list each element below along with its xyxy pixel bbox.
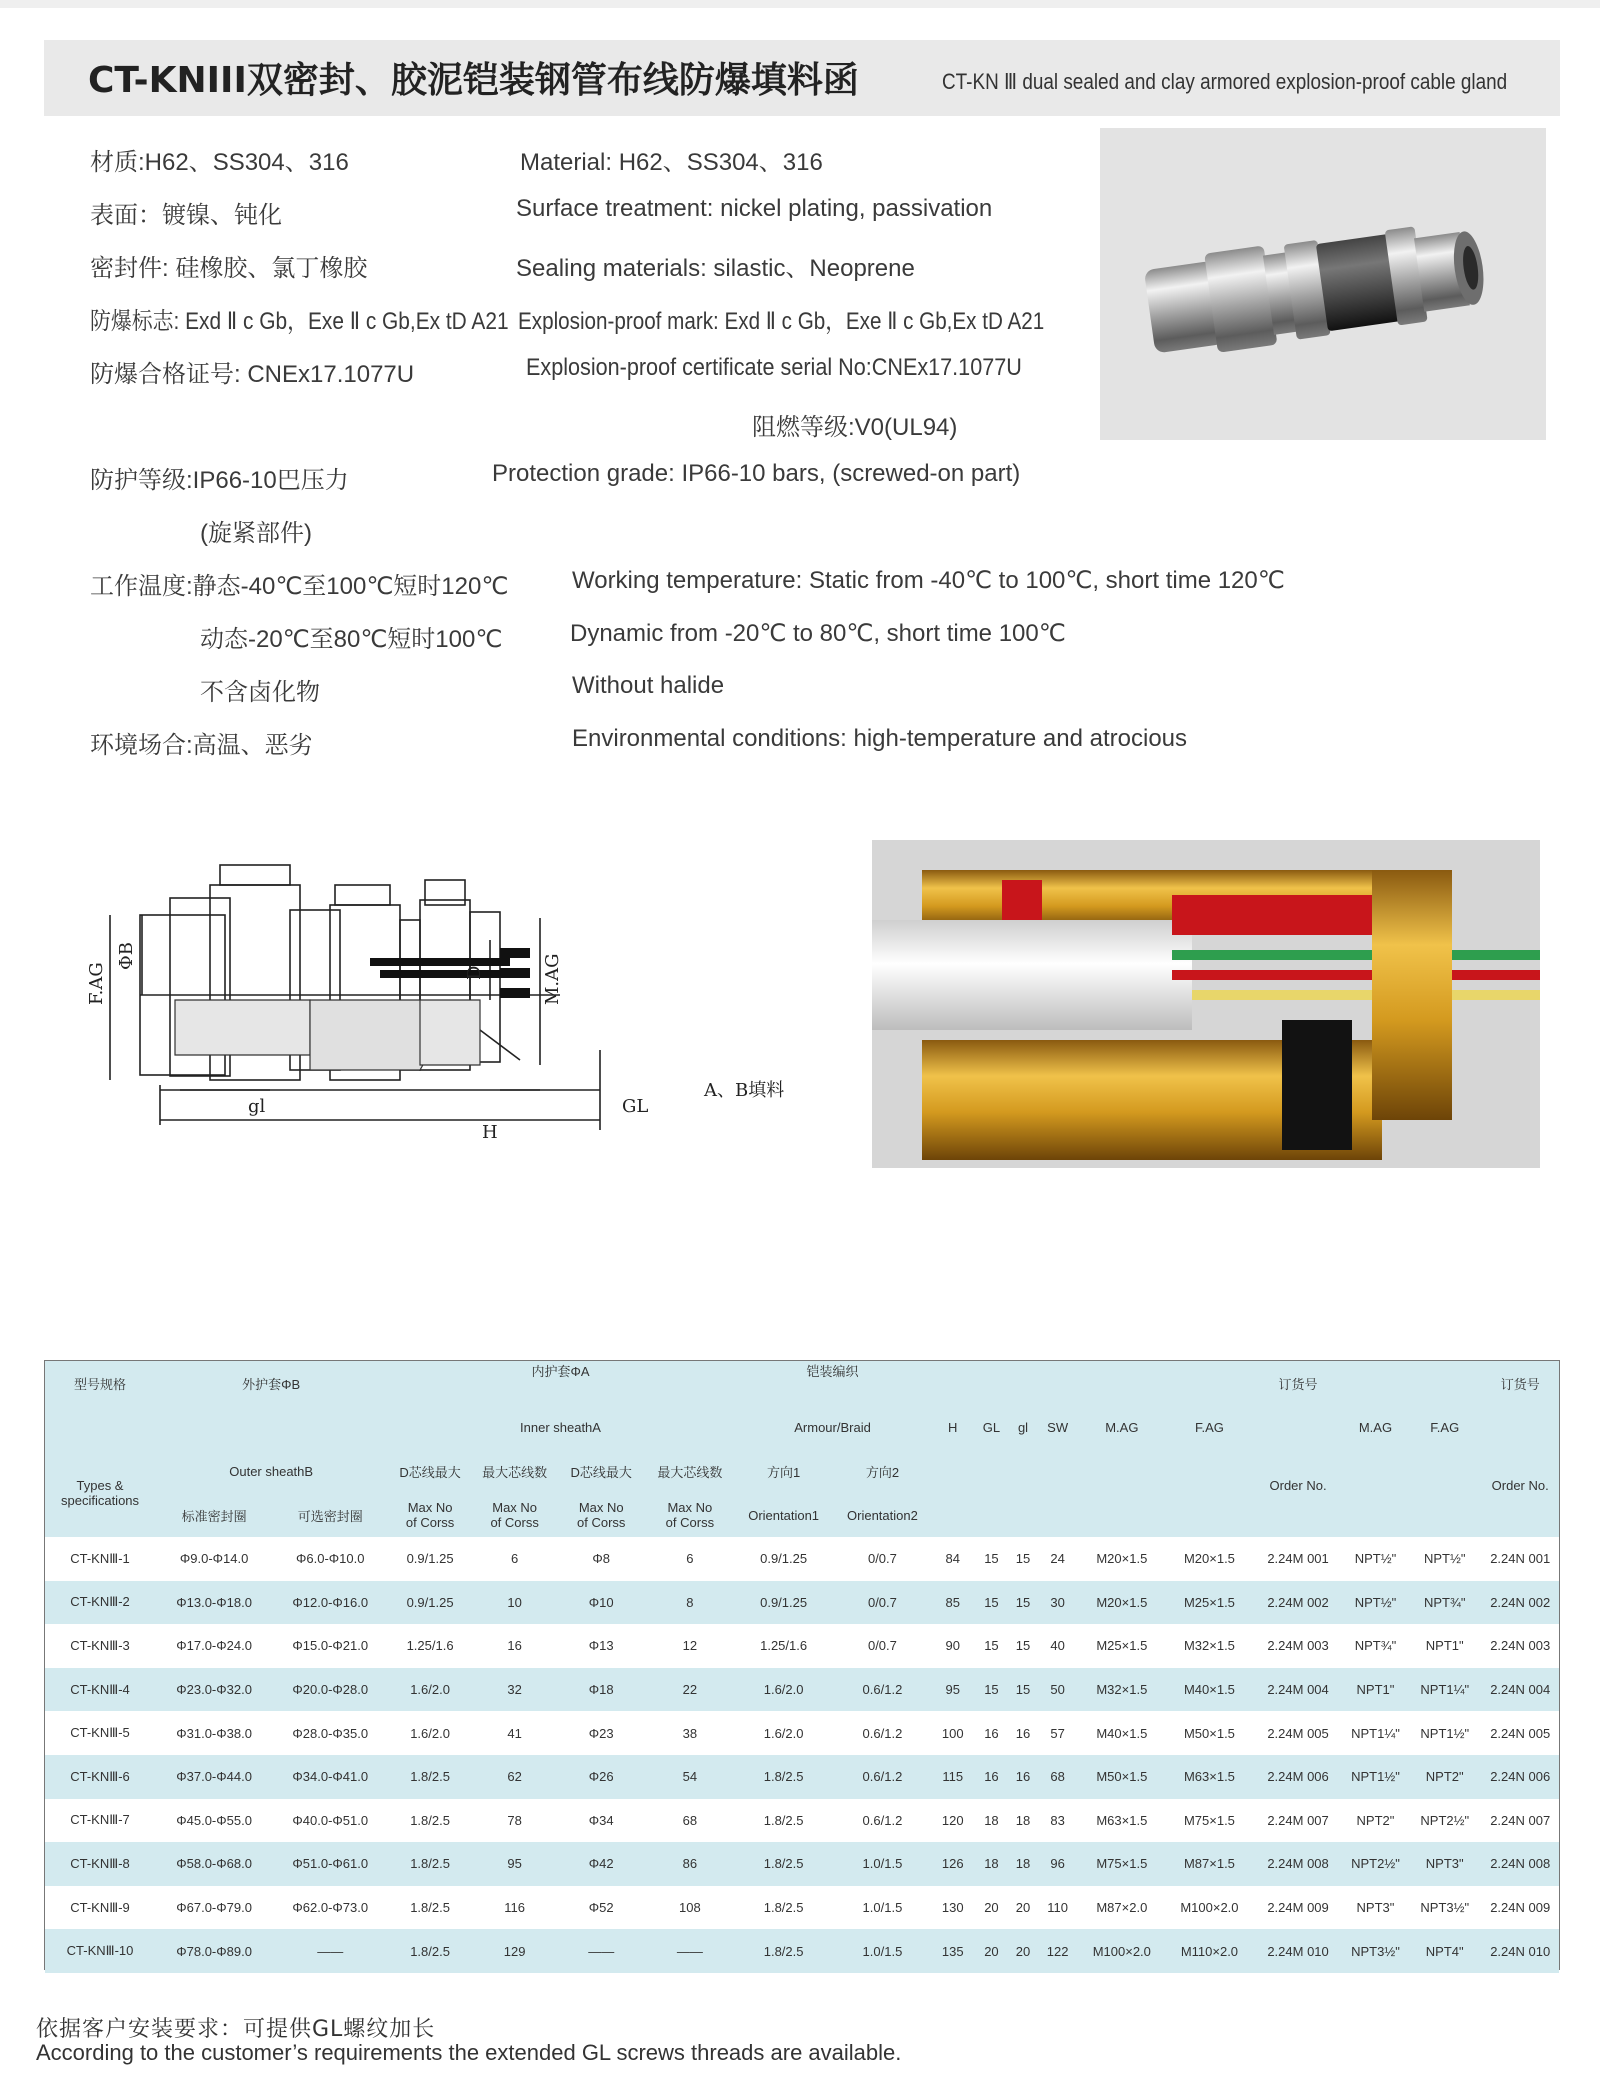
- spec-env-cn: 环境场合:高温、恶劣: [90, 732, 313, 759]
- label-gl: GL: [622, 1096, 649, 1117]
- table-cell: 16: [984, 1725, 999, 1741]
- label-fag: F.AG: [86, 962, 107, 1005]
- table-cell: 2.24M 010: [1267, 1943, 1329, 1959]
- table-cell: CT-KNⅢ-4: [70, 1681, 130, 1697]
- label-ab-fill: A、B填料: [704, 1080, 785, 1101]
- hdr-type-cn: 型号规格: [74, 1376, 127, 1392]
- hdr-outer-cn: 外护套ΦB: [242, 1376, 301, 1392]
- table-cell: NPT2": [1425, 1769, 1464, 1785]
- spec-seal-en: Sealing materials: silastic、Neoprene: [516, 255, 915, 282]
- spec-temp-dyn-en: Dynamic from -20℃ to 80℃, short time 100℃: [570, 620, 1066, 647]
- table-row: [45, 1842, 1559, 1886]
- table-cell: M87×1.5: [1183, 1856, 1235, 1872]
- table-cell: 85: [945, 1594, 960, 1610]
- table-cell: 1.8/2.5: [763, 1943, 804, 1959]
- table-cell: NPT3½": [1420, 1900, 1470, 1916]
- table-cell: Φ37.0-Φ44.0: [176, 1769, 252, 1785]
- table-cell: Φ13: [588, 1638, 614, 1654]
- hdr-maxno-4: Max No of Corss: [665, 1500, 715, 1530]
- spec-cert-en: Explosion-proof certificate serial No:CNEx17.1077U: [526, 354, 1022, 381]
- table-row: [45, 1668, 1559, 1712]
- table-cell: 1.8/2.5: [410, 1812, 450, 1828]
- table-cell: 130: [941, 1900, 964, 1916]
- table-cell: NPT1½": [1420, 1725, 1470, 1741]
- hdr-order-en-2: Order No.: [1491, 1478, 1549, 1493]
- table-cell: 0/0.7: [867, 1638, 897, 1654]
- hdr-order-cn-2: 订货号: [1500, 1376, 1540, 1392]
- table-cell: NPT½": [1424, 1551, 1466, 1567]
- hdr-order-en: Order No.: [1269, 1478, 1327, 1493]
- gland-section-drawing: [80, 840, 820, 1160]
- hdr-std-seal: 标准密封圈: [181, 1508, 247, 1524]
- table-cell: NPT2½": [1420, 1812, 1470, 1828]
- table-cell: CT-KNⅢ-2: [70, 1594, 130, 1610]
- hdr-maxno-2: Max No of Corss: [490, 1500, 539, 1530]
- hdr-dir2-en: Orientation2: [847, 1507, 918, 1523]
- spec-temp-en: Working temperature: Static from -40℃ to 100℃, short time 120℃: [572, 567, 1285, 594]
- spec-temp-cn: 工作温度:静态-40℃至100℃短时120℃: [90, 573, 509, 600]
- table-cell: 1.25/1.6: [760, 1638, 808, 1654]
- gland-cutaway-render: [872, 840, 1540, 1168]
- table-cell: 15: [984, 1594, 999, 1610]
- table-cell: 20: [984, 1943, 999, 1959]
- hdr-fag: F.AG: [1194, 1419, 1224, 1435]
- table-cell: 0/0.7: [867, 1551, 897, 1567]
- table-cell: Φ12.0-Φ16.0: [292, 1594, 369, 1610]
- table-cell: 40: [1050, 1638, 1065, 1654]
- table-cell: NPT3": [1425, 1856, 1464, 1872]
- hdr-maxno-1: Max No of Corss: [405, 1500, 455, 1530]
- table-cell: NPT1¼": [1351, 1725, 1400, 1741]
- table-cell: M40×1.5: [1096, 1725, 1148, 1741]
- table-cell: 24: [1050, 1551, 1065, 1567]
- table-cell: 0.9/1.25: [760, 1551, 808, 1567]
- table-cell: NPT2½": [1351, 1856, 1400, 1872]
- table-cell: 1.8/2.5: [410, 1856, 450, 1872]
- table-cell: 12: [682, 1638, 698, 1654]
- hdr-opt-seal: 可选密封圈: [297, 1508, 363, 1524]
- table-cell: ——: [676, 1943, 703, 1959]
- table-cell: 18: [1015, 1812, 1031, 1828]
- table-cell: 15: [984, 1682, 999, 1698]
- table-cell: M25×1.5: [1183, 1594, 1235, 1610]
- table-cell: M20×1.5: [1096, 1594, 1148, 1610]
- table-cell: 16: [984, 1769, 999, 1785]
- hdr-mag: M.AG: [1105, 1419, 1139, 1435]
- table-cell: 100: [941, 1725, 964, 1741]
- spec-mark-en: Explosion-proof mark: Exd Ⅱ c Gb，Exe Ⅱ c Gb,Ex tD A21: [518, 308, 1045, 335]
- hdr-dir1-en: Orientation1: [748, 1507, 820, 1523]
- table-cell: NPT½": [1354, 1551, 1397, 1567]
- table-cell: 2.24M 005: [1267, 1725, 1329, 1741]
- hdr-maxcores-2: 最大芯线数: [657, 1464, 723, 1480]
- table-row: [45, 1537, 1559, 1581]
- table-cell: 2.24N 008: [1490, 1856, 1551, 1872]
- table-cell: 90: [945, 1638, 960, 1654]
- table-cell: Φ18: [588, 1682, 614, 1698]
- table-cell: M20×1.5: [1183, 1551, 1235, 1567]
- spec-seal-cn: 密封件: 硅橡胶、氯丁橡胶: [90, 255, 368, 282]
- table-cell: 20: [1015, 1900, 1031, 1916]
- table-cell: ——: [317, 1943, 344, 1959]
- table-cell: Φ52: [588, 1900, 614, 1916]
- table-cell: 115: [942, 1769, 964, 1785]
- spec-protection-cn-2: (旋紧部件): [200, 520, 312, 547]
- table-cell: 2.24M 001: [1267, 1551, 1329, 1567]
- table-cell: Φ13.0-Φ18.0: [176, 1594, 252, 1610]
- table-cell: 0.6/1.2: [862, 1769, 903, 1785]
- table-cell: Φ8: [592, 1551, 611, 1567]
- spec-halide-cn: 不含卤化物: [200, 679, 320, 706]
- spec-surface-cn: 表面：镀镍、钝化: [90, 202, 282, 229]
- hdr-order-cn: 订货号: [1278, 1376, 1318, 1392]
- table-cell: 0.9/1.25: [406, 1551, 454, 1567]
- label-phib: ΦB: [116, 942, 137, 970]
- table-cell: 0.6/1.2: [862, 1812, 903, 1828]
- hdr-dir1-cn: 方向1: [767, 1464, 801, 1480]
- spec-protection-cn: 防护等级:IP66-10巴压力: [90, 467, 349, 494]
- table-cell: CT-KNⅢ-1: [70, 1550, 130, 1566]
- table-cell: 2.24M 004: [1267, 1682, 1329, 1698]
- table-cell: 15: [1015, 1594, 1031, 1610]
- hdr-h: H: [948, 1419, 958, 1435]
- table-cell: M110×2.0: [1180, 1943, 1239, 1959]
- table-cell: Φ42: [588, 1856, 614, 1872]
- table-cell: 2.24N 009: [1490, 1900, 1551, 1916]
- table-cell: 68: [1050, 1769, 1065, 1785]
- spec-temp-dyn-cn: 动态-20℃至80℃短时100℃: [200, 626, 503, 653]
- table-cell: 1.6/2.0: [763, 1725, 804, 1741]
- table-cell: 32: [507, 1682, 522, 1698]
- table-cell: 2.24M 002: [1267, 1594, 1329, 1610]
- table-cell: 0.6/1.2: [862, 1682, 903, 1698]
- table-cell: 96: [1050, 1856, 1065, 1872]
- table-cell: 68: [682, 1812, 698, 1828]
- table-cell: NPT3": [1356, 1900, 1395, 1916]
- table-cell: Φ9.0-Φ14.0: [179, 1551, 249, 1567]
- table-cell: Φ62.0-Φ73.0: [292, 1900, 369, 1916]
- table-cell: 86: [682, 1856, 698, 1872]
- hdr-inner-cn: 内护套ΦA: [531, 1364, 590, 1379]
- table-cell: Φ31.0-Φ38.0: [176, 1725, 252, 1741]
- product-photo: [1100, 128, 1546, 440]
- table-row: [45, 1755, 1559, 1799]
- table-cell: 62: [507, 1769, 522, 1785]
- table-cell: 18: [984, 1812, 999, 1828]
- table-cell: M100×2.0: [1092, 1943, 1151, 1959]
- table-cell: 129: [503, 1943, 526, 1959]
- label-h: H: [482, 1122, 498, 1143]
- table-cell: 0.6/1.2: [862, 1725, 903, 1741]
- table-row: [45, 1581, 1559, 1625]
- table-cell: NPT1": [1425, 1638, 1464, 1654]
- table-cell: 2.24N 007: [1490, 1812, 1551, 1828]
- hdr-braid-cn: 铠装编织: [806, 1364, 859, 1379]
- table-cell: 108: [679, 1900, 701, 1916]
- hdr-mag-2: M.AG: [1358, 1419, 1393, 1435]
- table-cell: 20: [984, 1900, 999, 1916]
- table-cell: Φ45.0-Φ55.0: [176, 1812, 252, 1828]
- table-cell: 15: [1015, 1551, 1031, 1567]
- hdr-inner-en: Inner sheathA: [520, 1419, 601, 1435]
- hdr-outer-en: Outer sheathB: [229, 1463, 314, 1479]
- spec-table-body: [45, 1537, 1559, 1973]
- table-cell: 2.24N 005: [1490, 1725, 1551, 1741]
- spec-cert-cn: 防爆合格证号: CNEx17.1077U: [90, 361, 415, 388]
- table-cell: 6: [686, 1551, 694, 1567]
- table-cell: 120: [941, 1812, 964, 1828]
- label-gl-small: gl: [248, 1096, 266, 1117]
- table-cell: 1.8/2.5: [410, 1769, 450, 1785]
- cutaway-illustration: [872, 840, 1540, 1168]
- table-cell: 135: [941, 1943, 964, 1959]
- footer-note-en: According to the customer’s requirements the extended GL screws threads are available.: [36, 2040, 902, 2065]
- hdr-braid-en: Armour/Braid: [794, 1419, 871, 1435]
- table-cell: Φ23: [588, 1725, 614, 1741]
- label-d: D: [464, 965, 485, 980]
- footer-note-cn: 依据客户安装要求：可提供GL螺纹加长: [36, 2017, 436, 2042]
- table-cell: 116: [504, 1900, 525, 1916]
- table-cell: M40×1.5: [1183, 1682, 1235, 1698]
- hdr-dmax-1: D芯线最大: [399, 1464, 461, 1480]
- table-cell: 1.0/1.5: [862, 1856, 903, 1872]
- spec-material-cn: 材质:H62、SS304、316: [90, 149, 349, 176]
- table-cell: 18: [984, 1856, 999, 1872]
- table-cell: 1.8/2.5: [763, 1812, 804, 1828]
- table-cell: NPT3½": [1351, 1943, 1400, 1959]
- hdr-dmax-2: D芯线最大: [570, 1464, 632, 1480]
- top-rule: [0, 0, 1600, 8]
- table-cell: 2.24N 004: [1490, 1682, 1551, 1698]
- table-cell: 1.6/2.0: [410, 1725, 450, 1741]
- spec-halide-en: Without halide: [572, 672, 725, 699]
- table-cell: 1.8/2.5: [763, 1856, 804, 1872]
- table-cell: 1.6/2.0: [763, 1682, 804, 1698]
- table-cell: 1.0/1.5: [862, 1900, 903, 1916]
- table-row: [45, 1886, 1559, 1930]
- table-cell: 2.24N 003: [1490, 1638, 1551, 1654]
- table-cell: Φ34.0-Φ41.0: [292, 1769, 369, 1785]
- table-cell: ——: [588, 1943, 615, 1959]
- table-cell: 95: [507, 1856, 522, 1872]
- hdr-dir2-cn: 方向2: [865, 1464, 900, 1480]
- table-cell: NPT1¼": [1420, 1682, 1470, 1698]
- table-cell: M50×1.5: [1183, 1725, 1235, 1741]
- table-cell: Φ58.0-Φ68.0: [176, 1856, 252, 1872]
- table-cell: 15: [1015, 1638, 1031, 1654]
- table-cell: NPT1": [1356, 1682, 1395, 1698]
- table-cell: 126: [941, 1856, 964, 1872]
- table-cell: 1.8/2.5: [410, 1900, 450, 1916]
- table-cell: 2.24M 007: [1267, 1812, 1329, 1828]
- table-cell: 2.24N 006: [1490, 1769, 1551, 1785]
- table-cell: 0/0.7: [867, 1594, 897, 1610]
- table-cell: 0.9/1.25: [406, 1594, 454, 1610]
- table-cell: M32×1.5: [1096, 1682, 1148, 1698]
- table-cell: 57: [1050, 1725, 1065, 1741]
- table-cell: M87×2.0: [1096, 1900, 1148, 1916]
- table-cell: Φ51.0-Φ61.0: [292, 1856, 369, 1872]
- table-cell: 2.24M 006: [1267, 1769, 1329, 1785]
- table-cell: 15: [984, 1638, 999, 1654]
- spec-table-grid: [45, 1361, 1559, 1973]
- spec-protection-en: Protection grade: IP66-10 bars, (screwed-on part): [492, 460, 1021, 487]
- table-cell: 2.24N 010: [1490, 1943, 1551, 1959]
- table-cell: NPT2": [1356, 1812, 1395, 1828]
- hdr-sw: SW: [1047, 1419, 1069, 1435]
- table-cell: M20×1.5: [1096, 1551, 1148, 1567]
- table-cell: 38: [682, 1725, 698, 1741]
- table-row: [45, 1624, 1559, 1668]
- table-cell: 22: [682, 1682, 698, 1698]
- table-row: [45, 1711, 1559, 1755]
- table-cell: CT-KNⅢ-3: [70, 1637, 130, 1653]
- table-cell: M50×1.5: [1096, 1769, 1148, 1785]
- table-cell: M63×1.5: [1096, 1812, 1148, 1828]
- table-cell: Φ67.0-Φ79.0: [176, 1900, 252, 1916]
- table-cell: 50: [1050, 1682, 1065, 1698]
- table-cell: M100×2.0: [1180, 1900, 1239, 1916]
- table-cell: Φ26: [588, 1769, 614, 1785]
- spec-mark-cn: 防爆标志: Exd Ⅱ c Gb，Exe Ⅱ c Gb,Ex tD A21: [90, 308, 509, 335]
- table-cell: NPT4": [1425, 1943, 1464, 1959]
- page-title-english: CT-KN Ⅲ dual sealed and clay armored explosion-proof cable gland: [942, 69, 1508, 94]
- table-cell: 16: [1015, 1725, 1031, 1741]
- hdr-gl: GL: [982, 1419, 1001, 1435]
- spec-env-en: Environmental conditions: high-temperature and atrocious: [572, 725, 1188, 752]
- table-cell: 84: [945, 1551, 960, 1567]
- table-cell: CT-KNⅢ-8: [70, 1855, 130, 1871]
- table-cell: NPT½": [1354, 1594, 1397, 1610]
- table-cell: Φ78.0-Φ89.0: [176, 1943, 252, 1959]
- hdr-maxcores-1: 最大芯线数: [482, 1464, 548, 1480]
- table-cell: NPT¾": [1424, 1594, 1466, 1610]
- table-cell: 95: [945, 1682, 960, 1698]
- table-cell: 20: [1015, 1943, 1031, 1959]
- table-cell: Φ15.0-Φ21.0: [292, 1638, 369, 1654]
- table-cell: M25×1.5: [1096, 1638, 1148, 1654]
- table-cell: Φ34: [588, 1812, 614, 1828]
- table-cell: 6: [511, 1551, 519, 1567]
- table-cell: 122: [1046, 1943, 1069, 1959]
- table-cell: 15: [1015, 1682, 1031, 1698]
- table-cell: 2.24M 003: [1267, 1638, 1329, 1654]
- table-cell: Φ20.0-Φ28.0: [292, 1682, 369, 1698]
- hdr-gl-small: gl: [1017, 1419, 1029, 1435]
- table-cell: 8: [686, 1594, 694, 1610]
- hdr-maxno-3: Max No of Corss: [577, 1500, 626, 1530]
- table-cell: Φ17.0-Φ24.0: [176, 1638, 252, 1654]
- table-cell: 0.9/1.25: [760, 1594, 808, 1610]
- table-cell: 16: [507, 1638, 522, 1654]
- table-cell: Φ23.0-Φ32.0: [176, 1682, 252, 1698]
- table-cell: 110: [1047, 1900, 1068, 1916]
- table-cell: 15: [984, 1551, 999, 1567]
- table-cell: CT-KNⅢ-9: [70, 1899, 130, 1915]
- spec-surface-en: Surface treatment: nickel plating, passivation: [516, 195, 993, 222]
- table-cell: M75×1.5: [1183, 1812, 1235, 1828]
- table-row: [45, 1929, 1559, 1973]
- table-cell: 1.8/2.5: [410, 1943, 450, 1959]
- table-cell: 1.8/2.5: [763, 1769, 804, 1785]
- technical-drawing: [80, 840, 820, 1160]
- table-cell: CT-KNⅢ-7: [70, 1812, 130, 1828]
- table-cell: 30: [1050, 1594, 1065, 1610]
- table-cell: 18: [1015, 1856, 1031, 1872]
- table-cell: 2.24M 009: [1267, 1900, 1329, 1916]
- table-cell: M75×1.5: [1096, 1856, 1148, 1872]
- spec-flame-rating: 阻燃等级:V0(UL94): [752, 414, 958, 441]
- table-cell: NPT1½": [1351, 1769, 1400, 1785]
- table-cell: 2.24N 001: [1490, 1551, 1551, 1567]
- label-mag: M.AG: [542, 953, 563, 1005]
- table-cell: M32×1.5: [1183, 1638, 1235, 1654]
- table-cell: 83: [1050, 1812, 1065, 1828]
- table-cell: Φ6.0-Φ10.0: [296, 1551, 365, 1567]
- table-cell: 78: [507, 1812, 522, 1828]
- table-cell: 2.24M 008: [1267, 1856, 1329, 1872]
- page-title: CT-KNIII双密封、胶泥铠装钢管布线防爆填料函: [88, 60, 859, 101]
- table-cell: 1.0/1.5: [862, 1943, 903, 1959]
- table-cell: Φ10: [588, 1594, 614, 1610]
- table-cell: Φ40.0-Φ51.0: [292, 1812, 369, 1828]
- table-cell: CT-KNⅢ-10: [66, 1943, 134, 1959]
- table-cell: 1.6/2.0: [410, 1682, 450, 1698]
- spec-table: [44, 1360, 1560, 1970]
- table-cell: 2.24N 002: [1490, 1594, 1551, 1610]
- table-cell: Φ28.0-Φ35.0: [292, 1725, 369, 1741]
- hdr-fag-2: F.AG: [1430, 1419, 1460, 1435]
- table-cell: 1.25/1.6: [406, 1638, 454, 1654]
- table-row: [45, 1799, 1559, 1843]
- hdr-type-en-1: Types &: [76, 1478, 124, 1493]
- cable-gland-photo: [1100, 128, 1546, 440]
- spec-material-en: Material: H62、SS304、316: [520, 149, 823, 176]
- table-cell: 10: [507, 1594, 522, 1610]
- table-cell: 16: [1015, 1769, 1031, 1785]
- table-cell: NPT¾": [1354, 1638, 1397, 1654]
- table-cell: 41: [507, 1725, 522, 1741]
- table-cell: CT-KNⅢ-5: [70, 1725, 130, 1741]
- table-cell: 1.8/2.5: [763, 1900, 804, 1916]
- hdr-type-en-2: specifications: [60, 1493, 140, 1508]
- table-cell: 54: [682, 1769, 698, 1785]
- table-cell: CT-KNⅢ-6: [70, 1768, 130, 1784]
- table-cell: M63×1.5: [1183, 1769, 1235, 1785]
